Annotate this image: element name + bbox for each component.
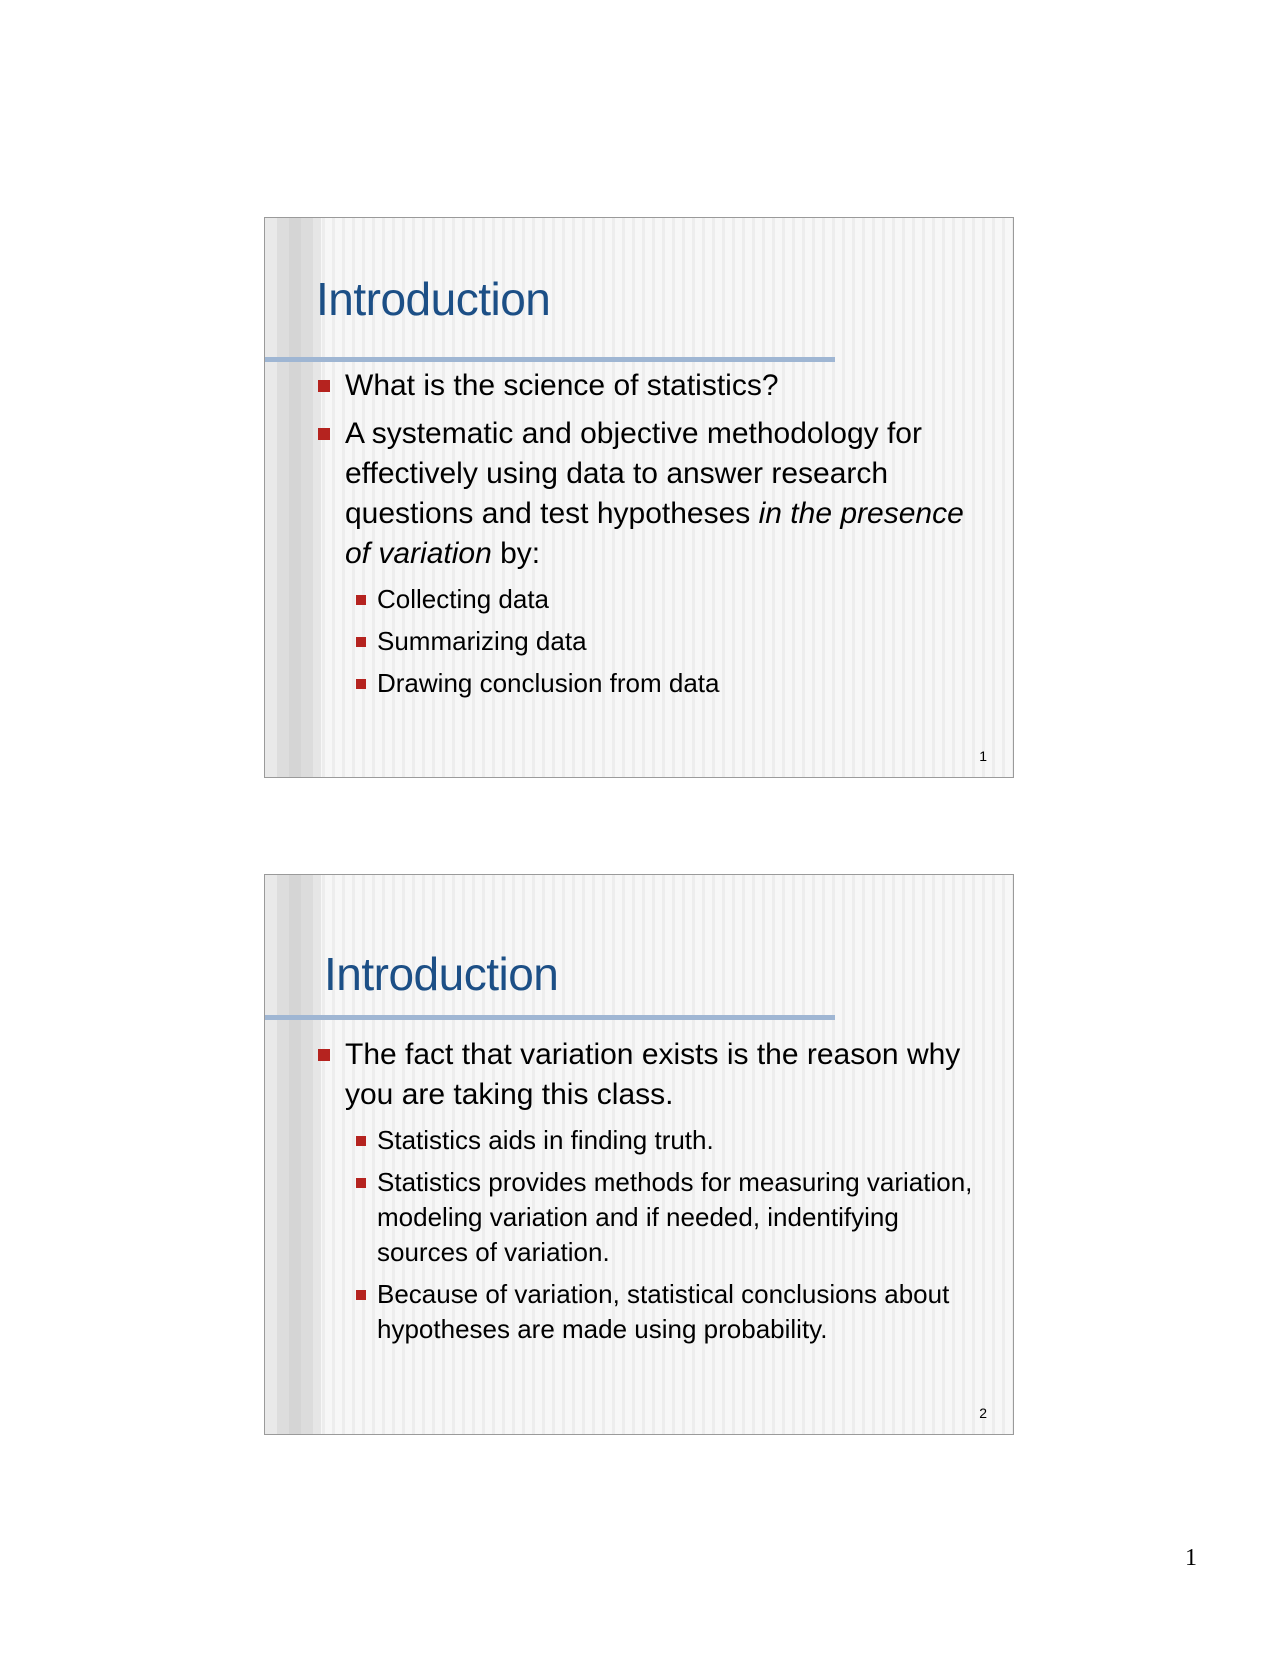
bullet-square-icon — [318, 428, 330, 440]
sub-bullet-text: Summarizing data — [377, 626, 587, 656]
bullet-text: A systematic and objective methodology for effectively using data to answer research questions and test hypotheses — [345, 417, 922, 530]
bullet-text-end: by: — [491, 537, 541, 570]
bullet-item — [317, 414, 977, 574]
sub-bullet-item — [317, 1123, 977, 1158]
slide-number: 2 — [979, 1405, 987, 1421]
title-rule — [265, 357, 835, 362]
sub-bullet-item — [317, 582, 977, 617]
bullet-list — [317, 1035, 977, 1354]
bullet-list — [317, 366, 977, 708]
slide-1 — [264, 217, 1014, 778]
sub-bullet-text: Drawing conclusion from data — [377, 668, 720, 698]
page-number: 1 — [1185, 1545, 1197, 1571]
bullet-square-icon — [318, 380, 330, 392]
bullet-item — [317, 366, 977, 406]
bullet-square-icon — [356, 679, 366, 689]
bullet-text: The fact that variation exists is the reason why you are taking this class. — [345, 1038, 961, 1111]
sub-bullet-item — [317, 624, 977, 659]
bullet-square-icon — [356, 1136, 366, 1146]
sub-bullet-text: Statistics provides methods for measuring variation, modeling variation and if needed, indentifying sources of variation. — [377, 1167, 973, 1267]
sub-bullet-text: Because of variation, statistical conclusions about hypotheses are made using probability. — [377, 1279, 950, 1344]
slide-title: Introduction — [316, 273, 551, 325]
bullet-square-icon — [356, 1290, 366, 1300]
bullet-item — [317, 1035, 977, 1115]
bullet-square-icon — [356, 595, 366, 605]
slide-title: Introduction — [324, 948, 559, 1000]
bullet-square-icon — [356, 637, 366, 647]
sub-bullet-text: Collecting data — [377, 584, 549, 614]
bullet-square-icon — [356, 1178, 366, 1188]
sub-bullet-text: Statistics aids in finding truth. — [377, 1125, 714, 1155]
sub-bullet-item — [317, 666, 977, 701]
bullet-text: What is the science of statistics? — [345, 369, 779, 402]
slide-2 — [264, 874, 1014, 1435]
slide-number: 1 — [979, 748, 987, 764]
sub-bullet-item — [317, 1165, 977, 1270]
sub-bullet-item — [317, 1277, 977, 1347]
bullet-emphasis: in the presence of variation — [345, 497, 964, 570]
bullet-square-icon — [318, 1049, 330, 1061]
title-rule — [265, 1015, 835, 1020]
